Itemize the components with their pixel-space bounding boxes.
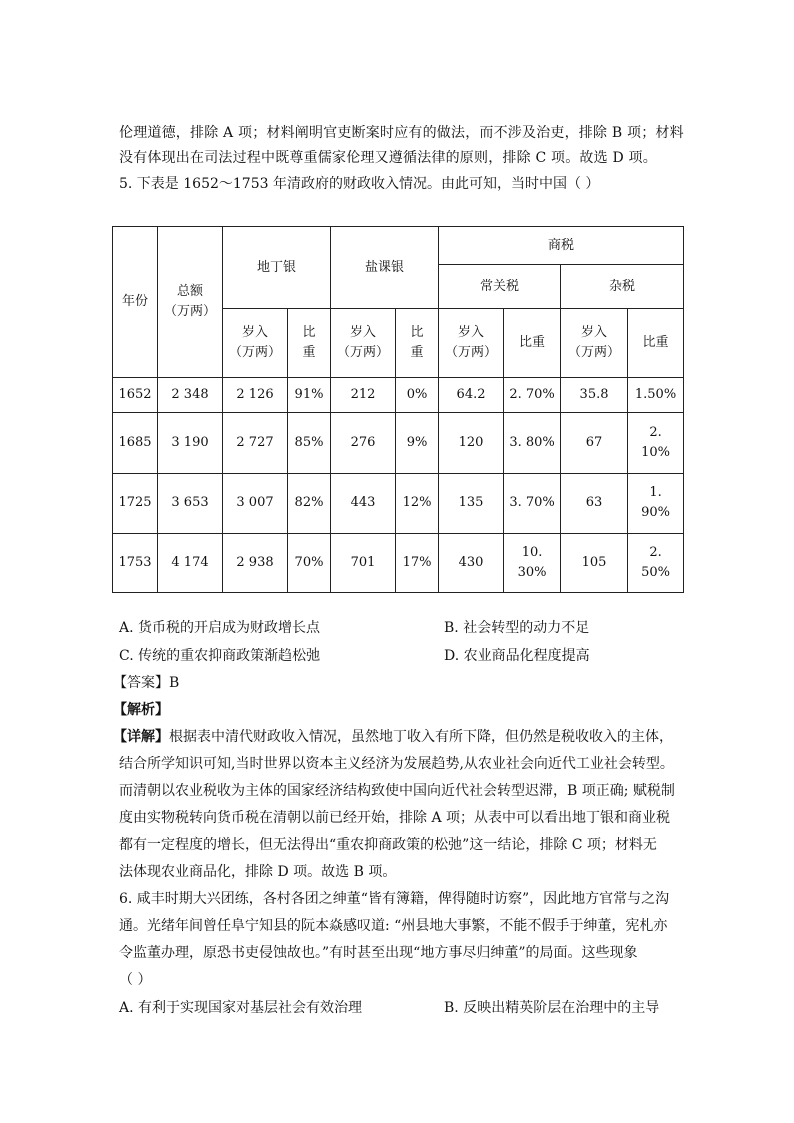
table-row [113,473,684,533]
income-unit: （万两） [445,345,498,361]
cell-yanke-ratio: 12% [396,473,439,533]
cell-changguan-ratio: 3. 80% [504,413,561,473]
cell-za-income: 35.8 [561,378,628,413]
income-label: 岁入 [241,325,268,341]
q6-stem-line-1: 6. 咸丰时期大兴团练，各村各团之绅董“皆有簿籍，俾得随时访察”，因此地方官常与之沟 [119,891,670,907]
cell-changguan-income: 430 [439,533,504,592]
cell-year: 1652 [113,378,158,413]
cell-diding-ratio: 85% [288,413,331,473]
cell-total: 4 174 [158,533,223,592]
ratio-part-1: 10. [521,544,543,560]
header-za-income [561,309,628,378]
header-changguan-ratio: 比重 [504,309,561,378]
income-unit: （万两） [228,345,281,361]
ratio-part-2: 90% [641,505,670,521]
q5-detail-line-3: 而清朝以农业税收为主体的国家经济结构致使中国向近代社会转型迟滞，B 项正确; 赋税制 [119,783,675,799]
cell-changguan-ratio: 2. 70% [504,378,561,413]
cell-za-income: 67 [561,413,628,473]
cell-total: 3 653 [158,473,223,533]
income-unit: （万两） [337,345,390,361]
cell-yanke-income: 701 [331,533,396,592]
header-total [158,227,223,378]
q5-detail-line-1 [113,727,673,747]
q5-detail-line-6: 法体现农业商品化，排除 D 项。故选 B 项。 [119,864,397,880]
cell-changguan-income: 135 [439,473,504,533]
cell-changguan-ratio [504,533,561,592]
detail-text: 根据表中清代财政收入情况，虽然地丁收入有所下降，但仍然是税收收入的主体， [169,729,673,745]
cell-diding-income: 2 126 [223,378,288,413]
ratio-part-2: 50% [641,564,670,580]
header-yanke-income [331,309,396,378]
income-label: 岁入 [581,325,608,341]
cell-diding-income: 3 007 [223,473,288,533]
ratio-part-1: 1. [649,485,662,501]
q6-option-b[interactable]: B. 反映出精英阶层在治理中的主导 [444,1000,660,1016]
cell-yanke-income: 276 [331,413,396,473]
header-shangshui: 商税 [439,227,684,265]
header-diding-income [223,309,288,378]
cell-yanke-income: 212 [331,378,396,413]
q6-stem-line-3: 令监董办理，原恐书吏侵蚀故也。”有时甚至出现“地方事尽归绅董”的局面。这些现象 [119,945,638,961]
cell-diding-ratio: 70% [288,533,331,592]
cell-diding-ratio: 82% [288,473,331,533]
q5-stem: 5. 下表是 1652～1753 年清政府的财政收入情况。由此可知，当时中国（ ） [119,176,600,192]
cell-za-ratio [628,473,684,533]
ratio-label-2: 重 [302,345,316,361]
header-za-ratio: 比重 [628,309,684,378]
income-unit: （万两） [568,345,621,361]
q5-option-c[interactable]: C. 传统的重农抑商政策渐趋松弛 [119,648,321,664]
table-header-row-1 [113,227,684,265]
q5-analysis-title: 【解析】 [113,702,169,718]
ratio-label-1: 比 [410,325,424,341]
cell-year: 1685 [113,413,158,473]
cell-changguan-income: 64.2 [439,378,504,413]
cell-total: 2 348 [158,378,223,413]
cell-za-income: 63 [561,473,628,533]
header-total-line-2: （万两） [163,304,216,320]
q5-option-a[interactable]: A. 货币税的开启成为财政增长点 [119,620,321,636]
table-row [113,413,684,473]
table-row [113,378,684,413]
cell-yanke-ratio: 9% [396,413,439,473]
income-label: 岁入 [458,325,485,341]
cell-za-ratio [628,413,684,473]
header-yanke: 盐课银 [331,227,439,309]
q5-detail-line-2: 结合所学知识可知,当时世界以资本主义经济为发展趋势,从农业社会向近代工业社会转型。 [119,756,674,772]
q5-answer: 【答案】B [113,675,180,691]
cell-year: 1725 [113,473,158,533]
header-changguan-income [439,309,504,378]
q4-analysis-line-2: 没有体现出在司法过程中既尊重儒家伦理又遵循法律的原则，排除 C 项。故选 D 项。 [119,150,657,166]
cell-year: 1753 [113,533,158,592]
header-yanke-ratio [396,309,439,378]
q5-option-d[interactable]: D. 农业商品化程度提高 [444,648,590,664]
cell-changguan-ratio: 3. 70% [504,473,561,533]
header-za: 杂税 [561,265,684,309]
cell-za-ratio: 1.50% [628,378,684,413]
ratio-part-1: 2. [649,425,662,441]
header-changguan: 常关税 [439,265,561,309]
header-year: 年份 [113,227,158,378]
cell-yanke-ratio: 17% [396,533,439,592]
ratio-label-2: 重 [410,345,424,361]
ratio-label-1: 比 [302,325,316,341]
cell-diding-income: 2 727 [223,413,288,473]
income-label: 岁入 [350,325,377,341]
q5-detail-line-5: 都有一定程度的增长，但无法得出“重农抑商政策的松弛”这一结论，排除 C 项；材料无 [119,837,657,853]
header-total-line-1: 总额 [176,284,203,300]
header-diding: 地丁银 [223,227,331,309]
cell-changguan-income: 120 [439,413,504,473]
cell-diding-income: 2 938 [223,533,288,592]
q6-option-a[interactable]: A. 有利于实现国家对基层社会有效治理 [119,1000,363,1016]
ratio-part-2: 30% [517,564,547,580]
ratio-part-2: 10% [641,445,670,461]
q4-analysis-line-1: 伦理道德，排除 A 项；材料阐明官吏断案时应有的做法，而不涉及治吏，排除 B 项；材料 [119,125,684,141]
q5-option-b[interactable]: B. 社会转型的动力不足 [444,620,590,636]
detail-label: 【详解】 [113,729,169,745]
cell-total: 3 190 [158,413,223,473]
cell-diding-ratio: 91% [288,378,331,413]
cell-yanke-income: 443 [331,473,396,533]
q6-stem-line-4: （ ） [119,972,152,988]
fiscal-revenue-table [112,226,684,593]
cell-yanke-ratio: 0% [396,378,439,413]
q6-stem-line-2: 通。光绪年间曾任阜宁知县的阮本焱感叹道: “州县地大事繁，不能不假手于绅董，宪札亦 [119,918,668,934]
cell-za-income: 105 [561,533,628,592]
header-diding-ratio [288,309,331,378]
cell-za-ratio [628,533,684,592]
ratio-part-1: 2. [649,544,662,560]
q5-detail-line-4: 度由实物税转向货币税在清朝以前已经开始，排除 A 项；从表中可以看出地丁银和商业税 [119,810,671,826]
table-row [113,533,684,592]
